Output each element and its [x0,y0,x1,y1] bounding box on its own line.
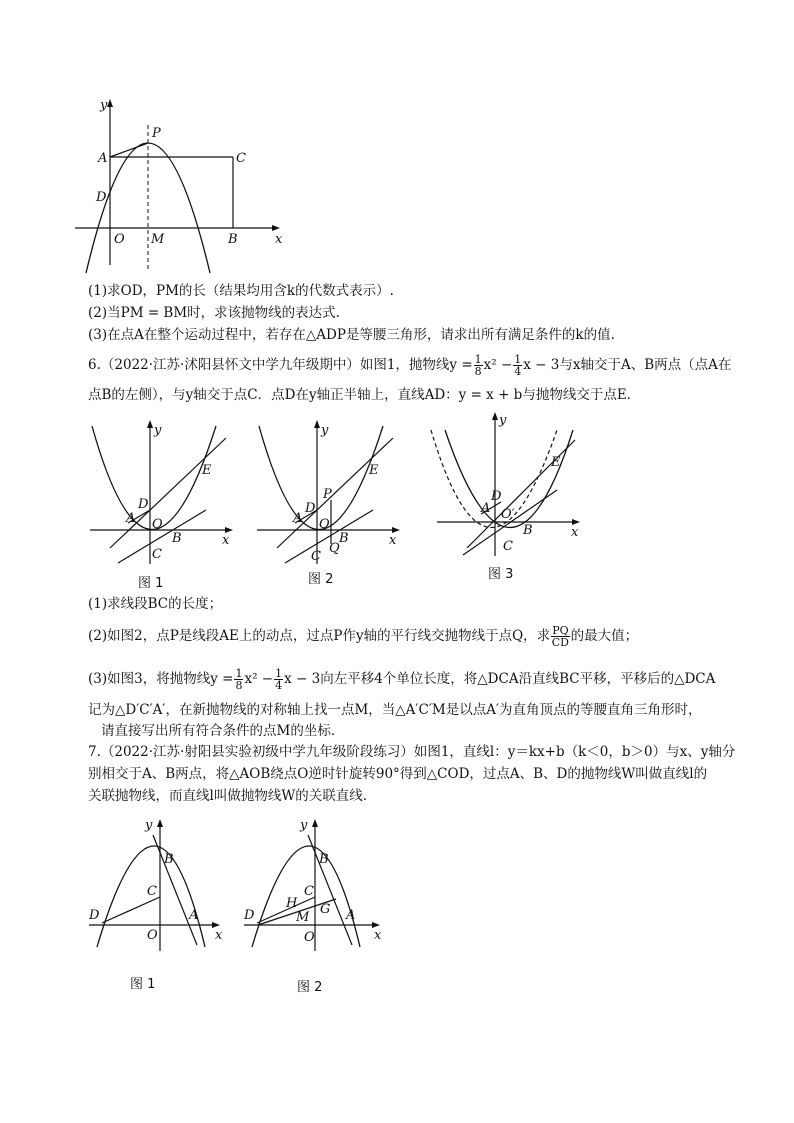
q6-f3-label-o-prime: O′ [501,507,515,522]
q7-f1-label-y: y [145,818,153,833]
q6-caption-1: 图 1 [138,576,164,591]
q6-figure-1 [88,418,238,568]
q5-part2: (2)当PM = BM时，求该抛物线的表达式. [88,305,340,321]
q6-intro-a: 6.（2022·江苏·沭阳县怀文中学九年级期中）如图1，抛物线y = [88,357,473,373]
q7-caption-2: 图 2 [297,980,323,995]
q6-intro-line2: 点B的左侧），与y轴交于点C．点D在y轴正半轴上，直线AD：y = x + b与抛物线交于点E． [88,387,641,403]
q6-intro-b: x − 3与x轴交于A、B两点（点A在 [523,357,732,373]
q5-part3: (3)在点A在整个运动过程中，若存在△ADP是等腰三角形，请求出所有满足条件的k的值. [88,327,615,343]
q7-f2-label-h: H [286,896,298,911]
q6-part1: (1)求线段BC的长度； [88,596,223,612]
q5-label-b: B [228,232,238,247]
q7-figure-1 [85,815,230,955]
q6-f2-label-q: Q [329,541,340,556]
q5-label-a: A [98,151,108,166]
q7-f2-label-o: O [304,930,315,945]
q6-part2-text-a: (2)如图2，点P是线段AE上的动点，过点P作y轴的平行线交抛物线于点Q，求 [88,628,551,644]
q7-figure-2 [240,815,390,955]
q7-line1: 7.（2022·江苏·射阳县实验初级中学九年级阶段练习）如图1，直线l：y＝kx+b（k＜0，b＞0）与x、y轴分 [88,744,736,760]
q6-f1-label-d: D [138,497,149,512]
q6-part3-frac2: $\frac{1}{4}$ [275,667,283,692]
q7-f2-label-c: C [304,884,314,899]
q7-f1-label-a: A [189,908,199,923]
q6-part3-text-a: (3)如图3，将抛物线y = [88,671,234,687]
q6-part3-frac1: $\frac{1}{8}$ [235,667,243,692]
q7-f1-label-d: D [89,908,100,923]
q7-f2-label-d: D [244,908,255,923]
q6-part2-text-b: 的最大值； [570,628,639,644]
q6-f3-label-b: B [523,523,533,538]
q7-f2-label-b: B [319,852,329,867]
q6-frac2: $\frac{1}{4}$ [514,353,522,378]
q6-f2-label-y: y [321,423,329,438]
q5-label-o: O [114,232,125,247]
q6-part3-line2: 记为△D′C′A′，在新抛物线的对称轴上找一点M，当△A′C′M是以点A′为直角顶点的等腰直角三角形时， [88,702,702,718]
q6-intro-mid: x² − [483,357,513,373]
q6-f1-label-e: E [202,463,212,478]
q7-line3: 关联抛物线，而直线l叫做抛物线W的关联直线． [88,788,377,804]
q7-f2-label-m: M [296,910,310,925]
q6-f1-label-x: x [222,533,230,548]
q6-f2-label-p: P [323,487,332,502]
q7-f1-label-x: x [215,928,223,943]
q7-f1-label-o: O [147,928,158,943]
q7-f1-label-c: C [147,884,157,899]
q6-figure-3 [425,410,585,560]
q6-part3-line1 [88,668,715,691]
q5-part1: (1)求OD，PM的长（结果均用含k的代数式表示）. [88,283,394,299]
q6-part3-text-c: x − 3向左平移4个单位长度，将△DCA沿直线BC平移，平移后的△DCA [284,671,716,687]
q6-f1-label-o: O [152,517,163,532]
q5-label-y: y [100,98,108,113]
q6-f3-label-c: C [503,539,513,554]
q7-f2-label-y: y [300,818,308,833]
q5-label-m: M [151,232,165,247]
q6-part3-text-b: x² − [244,671,274,687]
q6-caption-3: 图 3 [488,567,514,582]
q5-figure [70,95,290,275]
q6-f2-label-o: O [319,517,330,532]
q7-f2-label-a: A [346,908,356,923]
q6-f3-label-y: y [499,413,507,428]
q6-intro-line1 [88,354,731,377]
q6-f2-label-x: x [389,533,397,548]
q6-figure-2 [255,418,405,568]
q6-f2-label-c: C [311,549,321,564]
q5-label-x: x [275,232,283,247]
q7-caption-1: 图 1 [130,977,156,992]
q6-f2-label-e: E [369,463,379,478]
q5-label-c: C [236,151,246,166]
q7-f2-label-g: G [320,902,331,917]
q6-frac1: $\frac{1}{8}$ [474,353,482,378]
q6-part2 [88,625,638,648]
q6-f2-label-a: A [293,511,303,526]
q6-f3-label-d: D [491,489,502,504]
q7-line2: 别相交于A、B两点，将△AOB绕点O逆时针旋转90°得到△COD，过点A、B、D的抛物线W叫做直线l的 [88,766,708,782]
q6-part3-line3: 请直接写出所有符合条件的点M的坐标． [101,723,345,739]
q6-caption-2: 图 2 [308,572,334,587]
q6-f3-label-x: x [571,525,579,540]
q6-f1-label-a: A [126,511,136,526]
q7-f1-label-b: B [164,852,174,867]
q6-f3-label-e: E [551,455,561,470]
q5-label-p: P [152,126,161,141]
q6-f1-label-b: B [172,531,182,546]
q6-part2-frac: $\frac{PQ}{CD}$ [551,624,570,649]
q6-f2-label-d: D [305,501,316,516]
q6-f1-label-y: y [154,423,162,438]
q6-f3-label-a: A [481,501,491,516]
q5-label-d: D [96,190,107,205]
q6-f2-label-b: B [339,531,349,546]
q7-f2-label-x: x [374,928,382,943]
q6-f1-label-c: C [152,547,162,562]
